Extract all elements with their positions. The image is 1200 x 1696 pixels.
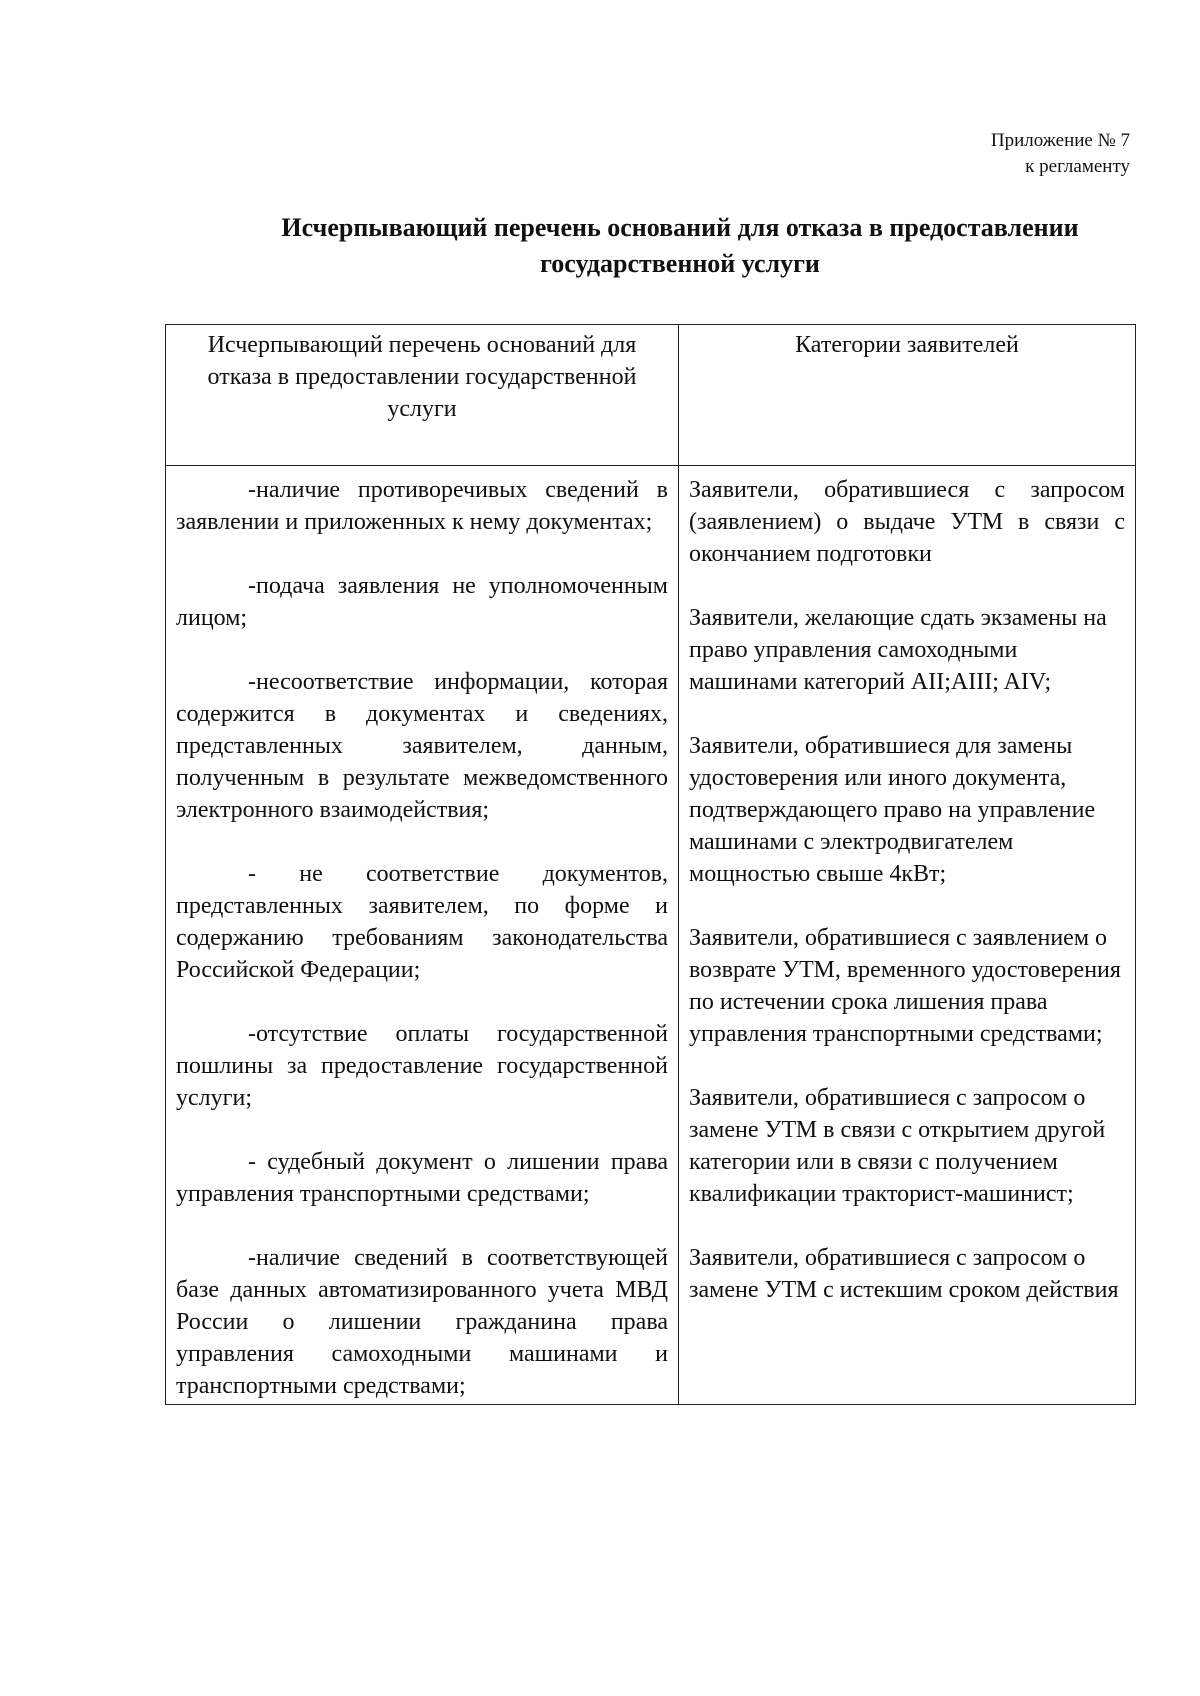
categories-cell bbox=[679, 466, 1136, 1405]
category-item: Заявители, обратившиеся с запросом о замене УТМ в связи с открытием другой категории или в связи с получением квалификации тракторист-машинист; bbox=[689, 1085, 1106, 1207]
ground-item: -наличие противоречивых сведений в заявлении и приложенных к нему документах; bbox=[176, 477, 668, 535]
header-grounds: Исчерпывающий перечень оснований для отказа в предоставлении государственной услуги bbox=[166, 325, 679, 466]
header-categories: Категории заявителей bbox=[679, 325, 1136, 466]
category-item: Заявители, обратившиеся с заявлением о возврате УТМ, временного удостоверения по истечении срока лишения права управления транспортными средствами; bbox=[689, 925, 1121, 1047]
category-item: Заявители, обратившиеся для замены удостоверения или иного документа, подтверждающего право на управление машинами с электродвигателем мощностью свыше 4кВт; bbox=[689, 733, 1096, 887]
category-item: Заявители, обратившиеся с запросом о замене УТМ с истекшим сроком действия bbox=[689, 1245, 1119, 1303]
document-title bbox=[230, 210, 1130, 282]
table-row bbox=[166, 466, 1136, 1405]
category-item: Заявители, обратившиеся с запросом (заявлением) о выдаче УТМ в связи с окончанием подготовки bbox=[689, 477, 1125, 567]
appendix-number: Приложение № 7 bbox=[990, 130, 1130, 151]
ground-item: - судебный документ о лишении права управления транспортными средствами; bbox=[176, 1149, 668, 1207]
document-title-line-2: государственной услуги bbox=[540, 249, 820, 278]
appendix-reference: к регламенту bbox=[1025, 156, 1130, 177]
ground-item: -несоответствие информации, которая содержится в документах и сведениях, представленных заявителем, данным, полученным в результате межведомственного электронного взаимодействия; bbox=[176, 669, 668, 823]
table-header-row bbox=[166, 325, 1136, 466]
ground-item: -подача заявления не уполномоченным лицом; bbox=[176, 573, 668, 631]
appendix-label bbox=[991, 128, 1130, 180]
grounds-table bbox=[165, 324, 1136, 1405]
category-item: Заявители, желающие сдать экзамены на право управления самоходными машинами категорий AII;AIII; AIV; bbox=[689, 605, 1107, 695]
ground-item: -отсутствие оплаты государственной пошлины за предоставление государственной услуги; bbox=[176, 1021, 668, 1111]
document-title-line-1: Исчерпывающий перечень оснований для отказа в предоставлении bbox=[281, 213, 1079, 242]
ground-item: - не соответствие документов, представленных заявителем, по форме и содержанию требованиям законодательства Российской Федерации; bbox=[176, 861, 668, 983]
grounds-cell bbox=[166, 466, 679, 1405]
ground-item: -наличие сведений в соответствующей базе данных автоматизированного учета МВД России о лишении гражданина права управления самоходными машинами и транспортными средствами; bbox=[176, 1245, 668, 1399]
